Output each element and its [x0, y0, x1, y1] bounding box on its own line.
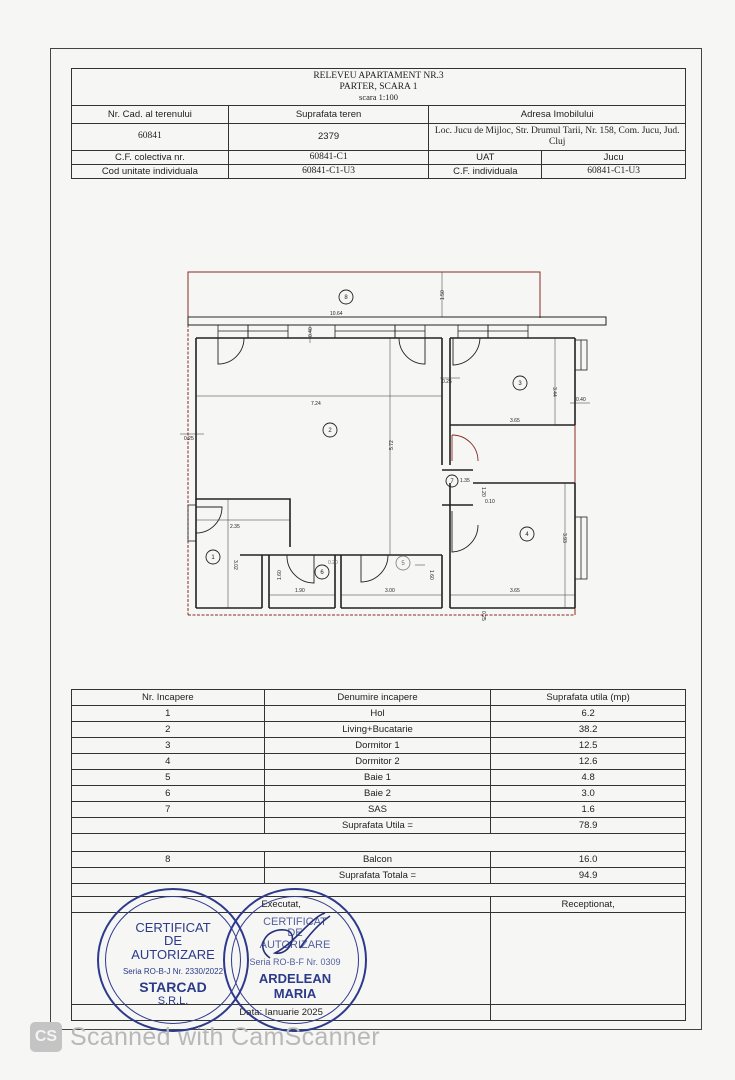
cod-unitate-value: 60841-C1-U3: [228, 164, 429, 178]
camscanner-watermark: [30, 1022, 380, 1052]
utila-value: 78.9: [491, 818, 686, 834]
room-nr: 5: [72, 770, 265, 786]
table-row: [72, 722, 686, 738]
room-marker-7: 7: [450, 479, 454, 485]
camscanner-text: Scanned with CamScanner: [70, 1022, 380, 1051]
dim-sas-wall: 0.10: [485, 499, 495, 505]
dim-wall-top: 0.40: [308, 327, 314, 337]
table-row: [72, 706, 686, 722]
stamp-person-surname: MARIA: [273, 986, 317, 1001]
room-nr: 1: [72, 706, 265, 722]
signature-icon: [250, 908, 340, 968]
room-area: 4.8: [491, 770, 686, 786]
dim-wall-mid: 0.25: [442, 379, 452, 385]
cf-individuala-value: 60841-C1-U3: [542, 164, 686, 178]
title-cell: [72, 69, 686, 106]
room-area: 1.6: [491, 802, 686, 818]
stamp-line1: CERTIFICAT: [135, 920, 211, 935]
person-stamp: [223, 888, 367, 1032]
room-nr: 2: [72, 722, 265, 738]
table-row: [72, 770, 686, 786]
dim-room4-depth: 3.93: [561, 533, 567, 543]
dim-room4-width: 3.65: [510, 588, 520, 594]
balcon-nr: 8: [72, 852, 265, 868]
room-nr: 7: [72, 802, 265, 818]
room-nr: 6: [72, 786, 265, 802]
totala-row: [72, 868, 686, 884]
col-header-nr: Nr. Incapere: [72, 690, 265, 706]
col-header-suprafata: Suprafata teren: [228, 105, 429, 123]
adresa-value: Loc. Jucu de Mijloc, Str. Drumul Tarii, Nr. 158, Com. Jucu, Jud. Cluj: [429, 123, 686, 150]
room-nr: 3: [72, 738, 265, 754]
stamp-line3: AUTORIZARE: [259, 939, 331, 951]
room-marker-1: 1: [211, 555, 215, 561]
stamp-line2: DE: [287, 927, 303, 939]
dim-room3-depth: 3.44: [551, 387, 557, 397]
utila-row: [72, 818, 686, 834]
dim-balcony-depth: 1.50: [440, 290, 446, 300]
room-name: Dormitor 2: [264, 754, 491, 770]
dim-sas-depth: 1.20: [480, 487, 486, 497]
dim-wall-left: 0.25: [184, 436, 194, 442]
room-name: SAS: [264, 802, 491, 818]
uat-label: UAT: [429, 150, 542, 164]
empty-cell: [72, 868, 265, 884]
stamp-company-name: STARCAD: [139, 979, 207, 995]
room-marker-3: 3: [518, 381, 522, 387]
doors: [196, 338, 480, 583]
dim-room3-width: 3.65: [510, 418, 520, 424]
room-area: 38.2: [491, 722, 686, 738]
dim-baie2-depth: 1.60: [277, 570, 283, 580]
room-marker-6: 6: [320, 570, 324, 576]
document-title: RELEVEU APARTAMENT NR.3: [313, 71, 444, 81]
dim-sas-width: 1.35: [460, 478, 470, 484]
property-outline: [188, 272, 575, 615]
stamp-serie: Seria RO-B-F Nr. 0309: [249, 957, 341, 967]
dim-baie2-width: 1.90: [295, 588, 305, 594]
cf-individuala-label: C.F. individuala: [429, 164, 542, 178]
balcon-area: 16.0: [491, 852, 686, 868]
dim-baie1-depth: 1.60: [428, 570, 434, 580]
room-name: Baie 2: [264, 786, 491, 802]
utila-label: Suprafata Utila =: [264, 818, 491, 834]
dim-living-depth: 5.72: [389, 440, 395, 450]
room-name: Baie 1: [264, 770, 491, 786]
dim-bottom-wall: 0.25: [480, 611, 486, 621]
dim-baie-wall: 0.20: [328, 560, 338, 566]
room-area: 12.6: [491, 754, 686, 770]
stamp-company-suffix: S.R.L.: [157, 995, 189, 1007]
camscanner-logo-icon: CS: [30, 1022, 62, 1052]
receptionat-area: [491, 913, 686, 1005]
room-marker-5: 5: [401, 561, 405, 567]
totala-value: 94.9: [491, 868, 686, 884]
receptionat-label: Receptionat,: [491, 897, 686, 913]
room-marker-8: 8: [344, 295, 348, 301]
room-nr: 4: [72, 754, 265, 770]
spacer-row: [72, 834, 686, 852]
table-row: [72, 802, 686, 818]
executat-label: Executat,: [72, 897, 491, 913]
data-label: Data: Ianuarie 2025: [72, 1005, 491, 1021]
receptionat-footer: [491, 1005, 686, 1021]
stamp-line3: AUTORIZARE: [131, 947, 215, 962]
table-row: [72, 786, 686, 802]
cf-colectiva-value: 60841-C1: [228, 150, 429, 164]
floor-plan: [180, 265, 620, 635]
uat-value: Jucu: [542, 150, 686, 164]
col-header-nr-cad: Nr. Cad. al terenului: [72, 105, 229, 123]
stamp-serie: Seria RO-B-J Nr. 2330/2022: [122, 967, 224, 976]
dimension-lines: [180, 272, 590, 608]
cod-unitate-label: Cod unitate individuala: [72, 164, 229, 178]
nr-cad-value: 60841: [72, 123, 229, 150]
dim-wall-right: 0.40: [576, 397, 586, 403]
room-area: 12.5: [491, 738, 686, 754]
cf-colectiva-label: C.F. colectiva nr.: [72, 150, 229, 164]
stamp-line1: CERTIFICAT: [263, 916, 327, 928]
dim-hol-width: 2.35: [230, 524, 240, 530]
balcony-slab: [188, 317, 606, 325]
balcon-row: [72, 852, 686, 868]
room-name: Dormitor 1: [264, 738, 491, 754]
empty-cell: [72, 818, 265, 834]
room-markers: [206, 290, 534, 579]
document-subtitle: PARTER, SCARA 1: [339, 81, 418, 92]
stamp-line2: DE: [163, 933, 183, 948]
balcon-name: Balcon: [264, 852, 491, 868]
dim-living-width: 7.24: [311, 401, 321, 407]
col-header-adresa: Adresa Imobilului: [429, 105, 686, 123]
room-area: 6.2: [491, 706, 686, 722]
info-table: [71, 68, 686, 179]
table-row: [72, 738, 686, 754]
dim-baie1-width: 3.00: [385, 588, 395, 594]
table-row: [72, 754, 686, 770]
room-area: 3.0: [491, 786, 686, 802]
document-scale: scara 1:100: [359, 92, 398, 102]
room-name: Hol: [264, 706, 491, 722]
totala-label: Suprafata Totala =: [264, 868, 491, 884]
col-header-name: Denumire incapere: [264, 690, 491, 706]
dim-balcony-width: 10.64: [330, 311, 343, 317]
room-marker-4: 4: [525, 532, 529, 538]
room-marker-2: 2: [328, 428, 332, 434]
col-header-area: Suprafata utila (mp): [491, 690, 686, 706]
room-name: Living+Bucatarie: [264, 722, 491, 738]
stamp-person-name: ARDELEAN: [258, 971, 332, 986]
suprafata-value: 2379: [228, 123, 429, 150]
dim-hol-depth: 3.02: [232, 560, 238, 570]
